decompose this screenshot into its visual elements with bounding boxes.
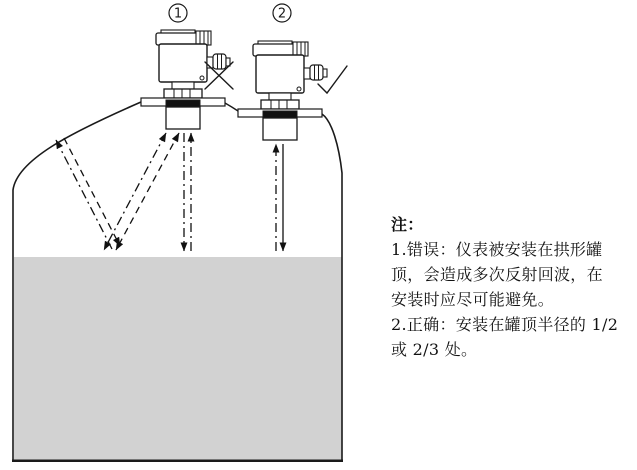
liquid-level: [14, 257, 342, 460]
sensor1-beams: [56, 133, 191, 251]
tank-dome-middle: [225, 103, 238, 111]
sensor1-label-number: 1: [173, 6, 183, 22]
sensor1-diagonal-beam-2: [116, 133, 179, 250]
note-line: 或 2/3 处。: [391, 340, 478, 359]
sensor1-diagonal-beam-1: [104, 133, 166, 250]
sensor2-label: [273, 4, 291, 22]
sensor1-label: [169, 4, 187, 22]
sensor1-dome-reflection-up: [56, 140, 112, 249]
note-line: 安装时应尽可能避免。: [391, 290, 555, 309]
note-text: [391, 212, 637, 362]
note-title: 注：: [391, 215, 424, 234]
sensor1-dome-reflection-down: [64, 138, 120, 246]
note-line: 顶，会造成多次反射回波，在: [391, 265, 603, 284]
transmitter-2: [238, 41, 327, 140]
note-line: 1.错误：仪表被安装在拱形罐: [391, 240, 603, 259]
sensor2-label-number: 2: [277, 6, 287, 22]
note-line: 2.正确：安装在罐顶半径的 1/2: [391, 315, 619, 334]
sensor2-beams: [276, 144, 283, 251]
transmitter-1: [141, 30, 230, 129]
